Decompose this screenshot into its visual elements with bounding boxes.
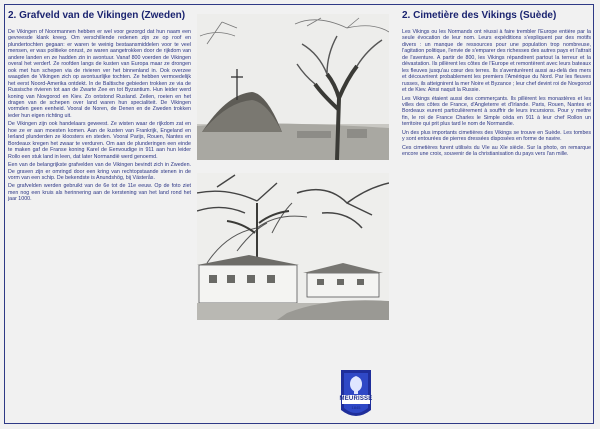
french-body xyxy=(402,29,591,158)
french-column xyxy=(402,10,591,160)
french-title: 2. Cimetière des Vikings (Suède) xyxy=(402,10,557,21)
brand-year: 1845 xyxy=(351,405,361,410)
dutch-paragraph: De Vikingen of Noormannen hebben er wel voor gezorgd dat hun naam een gevreesde klank kreeg. Om verschillende redenen zijn ze op roof en plundertochten gegaan: er waren te weinig bestaansmiddelen voor te veel mensen, er was politieke onrust, ze waren aangetrokken door de rijkdom van andere landen en ze hadden zin in avontuur. Vanaf 800 voerden de Vikingen overal het verderf. Ze roofden langs de kusten van Europa maar ze drongen ook met hun schepen via de rivieren ver het binnenland in. Ook overzee waagden de Vikingen zich op avontuurlijke tochten. Ze hebben vermoedelijk het eerst Noord-Amerika ontdekt. In de Baltische gebieden trokken ze via de Russische rivieren tot aan de Zwarte Zee en tot Byzantium. Hun leider werd koning van Novgorod en Kiev. Zo ontstond Rusland. Zeilen, roeien en het dragen van de schepen over land waren hun specialiteit. De Vikingen vormden geen eenheid. Vooral de Noren, de Denen en de Zweden trokken ieder hun eigen richting uit. xyxy=(8,29,191,119)
dutch-paragraph: Een van de belangrijkste grafvelden van de Vikingen bevindt zich in Zweden. De graven zijn er omringd door een kring van rechtopstaande stenen in de vorm van een schip. De bekendste is Anundshög, bij Västerås. xyxy=(8,162,191,181)
french-paragraph: Les Vikings ou les Normands ont réussi à faire trembler l'Europe entière par la seule évocation de leur nom. Leurs expéditions s'expliquent par des motifs divers : un manque de ressources pour une population trop nombreuse, l'agitation politique, l'envie de s'emparer des richesses des autres pays et l'attrait de l'aventure. A partir de 800, les Vikings répandirent partout la terreur et la dévastation. Ils pillèrent les côtes de l'Europe et remontèrent avec leurs bateaux les fleuves jusqu'au cœur des terres. Ils s'aventurèrent aussi au-delà des mers et découvrirent probablement les premiers l'Amérique du Nord. Par les fleuves russes, ils atteignirent la mer Noire et Byzance ; leur chef devint roi de Novgorod et de Kiev. Ainsi naquit la Russie. xyxy=(402,29,591,94)
dutch-paragraph: De grafvelden werden gebruikt van de 6e tot de 11e eeuw. Op de foto ziet men nog een kruis als herinnering aan de kerstening van het land rond het jaar 1000. xyxy=(8,183,191,203)
meurisse-logo xyxy=(339,370,373,422)
dutch-column xyxy=(8,10,191,205)
photo-bare-trees-houses xyxy=(197,173,389,320)
dutch-body xyxy=(8,29,191,203)
photo-burial-mound-cross xyxy=(197,14,389,160)
dutch-paragraph: De Vikingen zijn ook handelaars geweest. Ze wisten waar de rijkdom zat en hoe ze er aan moesten komen. Aan de kusten van Frankrijk, Engeland en Ierland plunderden ze kloosters en steden. Vooral Parijs, Rouen, Nantes en Bordeaux kregen het zwaar te verduren. Om aan de plunderingen een einde te maken gaf de Franse koning Karel de Eenvoudige in 911 aan hun leider Rollo een stuk land in leen, dat later Normandië werd genoemd. xyxy=(8,121,191,160)
french-paragraph: Ces cimetières furent utilisés du VIe au XIe siècle. Sur la photo, on remarque encore une croix, souvenir de la christianisation du pays vers l'an mille. xyxy=(402,144,591,158)
french-paragraph: Les Vikings étaient aussi des commerçants. Ils pillèrent les monastères et les villes des côtes de France, d'Angleterre et d'Irlande. Paris, Rouen, Nantes et Bordeaux eurent particulièrement à souffrir de leurs incursions. Pour y mettre fin, le roi de France Charles le Simple céda en 911 à leur chef Rollon un territoire qui prit plus tard le nom de Normandie. xyxy=(402,95,591,128)
dutch-title: 2. Grafveld van de Vikingen (Zweden) xyxy=(8,10,186,21)
french-paragraph: Un des plus importants cimetières des Vikings se trouve en Suède. Les tombes y sont entourées de pierres dressées disposées en forme de navire. xyxy=(402,129,591,143)
brand-name: MEURISSE xyxy=(339,396,373,402)
